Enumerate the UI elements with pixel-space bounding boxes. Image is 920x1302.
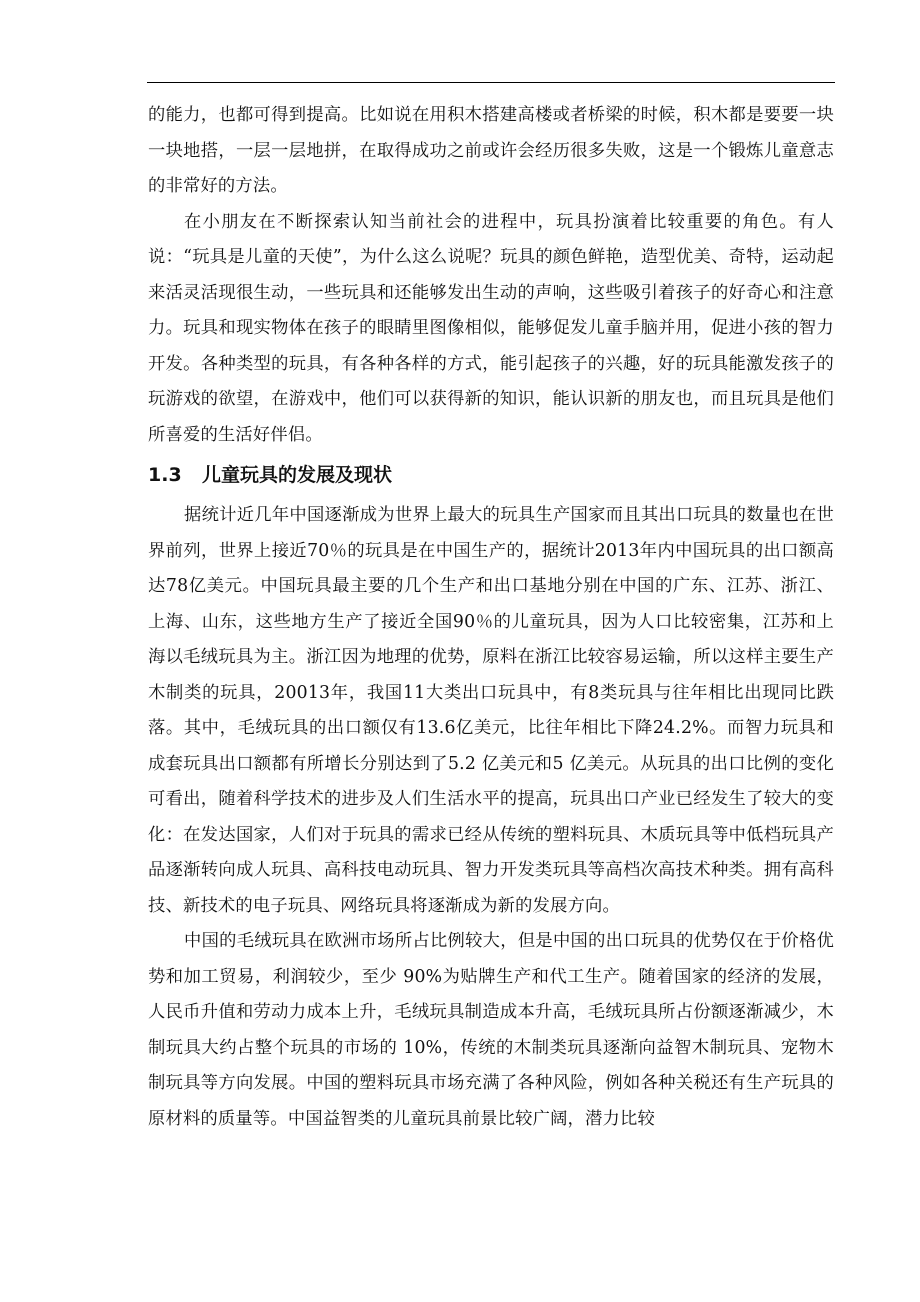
- page-body: [148, 98, 834, 1137]
- section-number: 1.3: [148, 464, 182, 486]
- section-title: 儿童玩具的发展及现状: [202, 464, 393, 486]
- paragraph-plush-market: 中国的毛绒玩具在欧洲市场所占比例较大，但是中国的出口玩具的优势仅在于价格优势和加工贸易，利润较少，至少 90%为贴牌生产和代工生产。随着国家的经济的发展，人民币升值和劳动力成本上升，毛绒玩具制造成本升高，毛绒玩具所占份额逐渐减少，木制玩具大约占整个玩具的市场的 10%，传统的木制类玩具逐渐向益智木制玩具、宠物木制玩具等方向发展。中国的塑料玩具市场充满了各种风险，例如各种关税还有生产玩具的原材料的质量等。中国益智类的儿童玩具前景比较广阔，潜力比较: [148, 931, 834, 1129]
- paragraph-industry-stats: 据统计近几年中国逐渐成为世界上最大的玩具生产国家而且其出口玩具的数量也在世界前列，世界上接近70％的玩具是在中国生产的，据统计2013年内中国玩具的出口额高达78亿美元。中国玩具最主要的几个生产和出口基地分别在中国的广东、江苏、浙江、上海、山东，这些地方生产了接近全国90％的儿童玩具，因为人口比较密集，江苏和上海以毛绒玩具为主。浙江因为地理的优势，原料在浙江比较容易运输，所以这样主要生产木制类的玩具，20013年，我国11大类出口玩具中，有8类玩具与往年相比出现同比跌落。其中，毛绒玩具的出口额仅有13.6亿美元，比往年相比下降24.2%。而智力玩具和成套玩具出口额都有所增长分别达到了5.2 亿美元和5 亿美元。从玩具的出口比例的变化可看出，随着科学技术的进步及人们生活水平的提高，玩具出口产业已经发生了较大的变化：在发达国家，人们对于玩具的需求已经从传统的塑料玩具、木质玩具等中低档玩具产品逐渐转向成人玩具、高科技电动玩具、智力开发类玩具等高档次高技术种类。拥有高科技、新技术的电子玩具、网络玩具将逐渐成为新的发展方向。: [148, 505, 834, 916]
- paragraph-continued: 的能力，也都可得到提高。比如说在用积木搭建高楼或者桥梁的时候，积木都是要要一块一块地搭，一层一层地拼，在取得成功之前或许会经历很多失败，这是一个锻炼儿童意志的非常好的方法。: [148, 105, 834, 196]
- paragraph-toys-role: 在小朋友在不断探索认知当前社会的进程中，玩具扮演着比较重要的角色。有人说：“玩具是儿童的天使”，为什么这么说呢？玩具的颜色鲜艳，造型优美、奇特，运动起来活灵活现很生动，一些玩具和还能够发出生动的声响，这些吸引着孩子的好奇心和注意力。玩具和现实物体在孩子的眼睛里图像相似，能够促发儿童手脑并用，促进小孩的智力开发。各种类型的玩具，有各种各样的方式，能引起孩子的兴趣，好的玩具能激发孩子的玩游戏的欲望，在游戏中，他们可以获得新的知识，能认识新的朋友也，而且玩具是他们所喜爱的生活好伴侣。: [148, 211, 834, 445]
- header-rule: [147, 82, 835, 83]
- section-heading: [148, 455, 834, 495]
